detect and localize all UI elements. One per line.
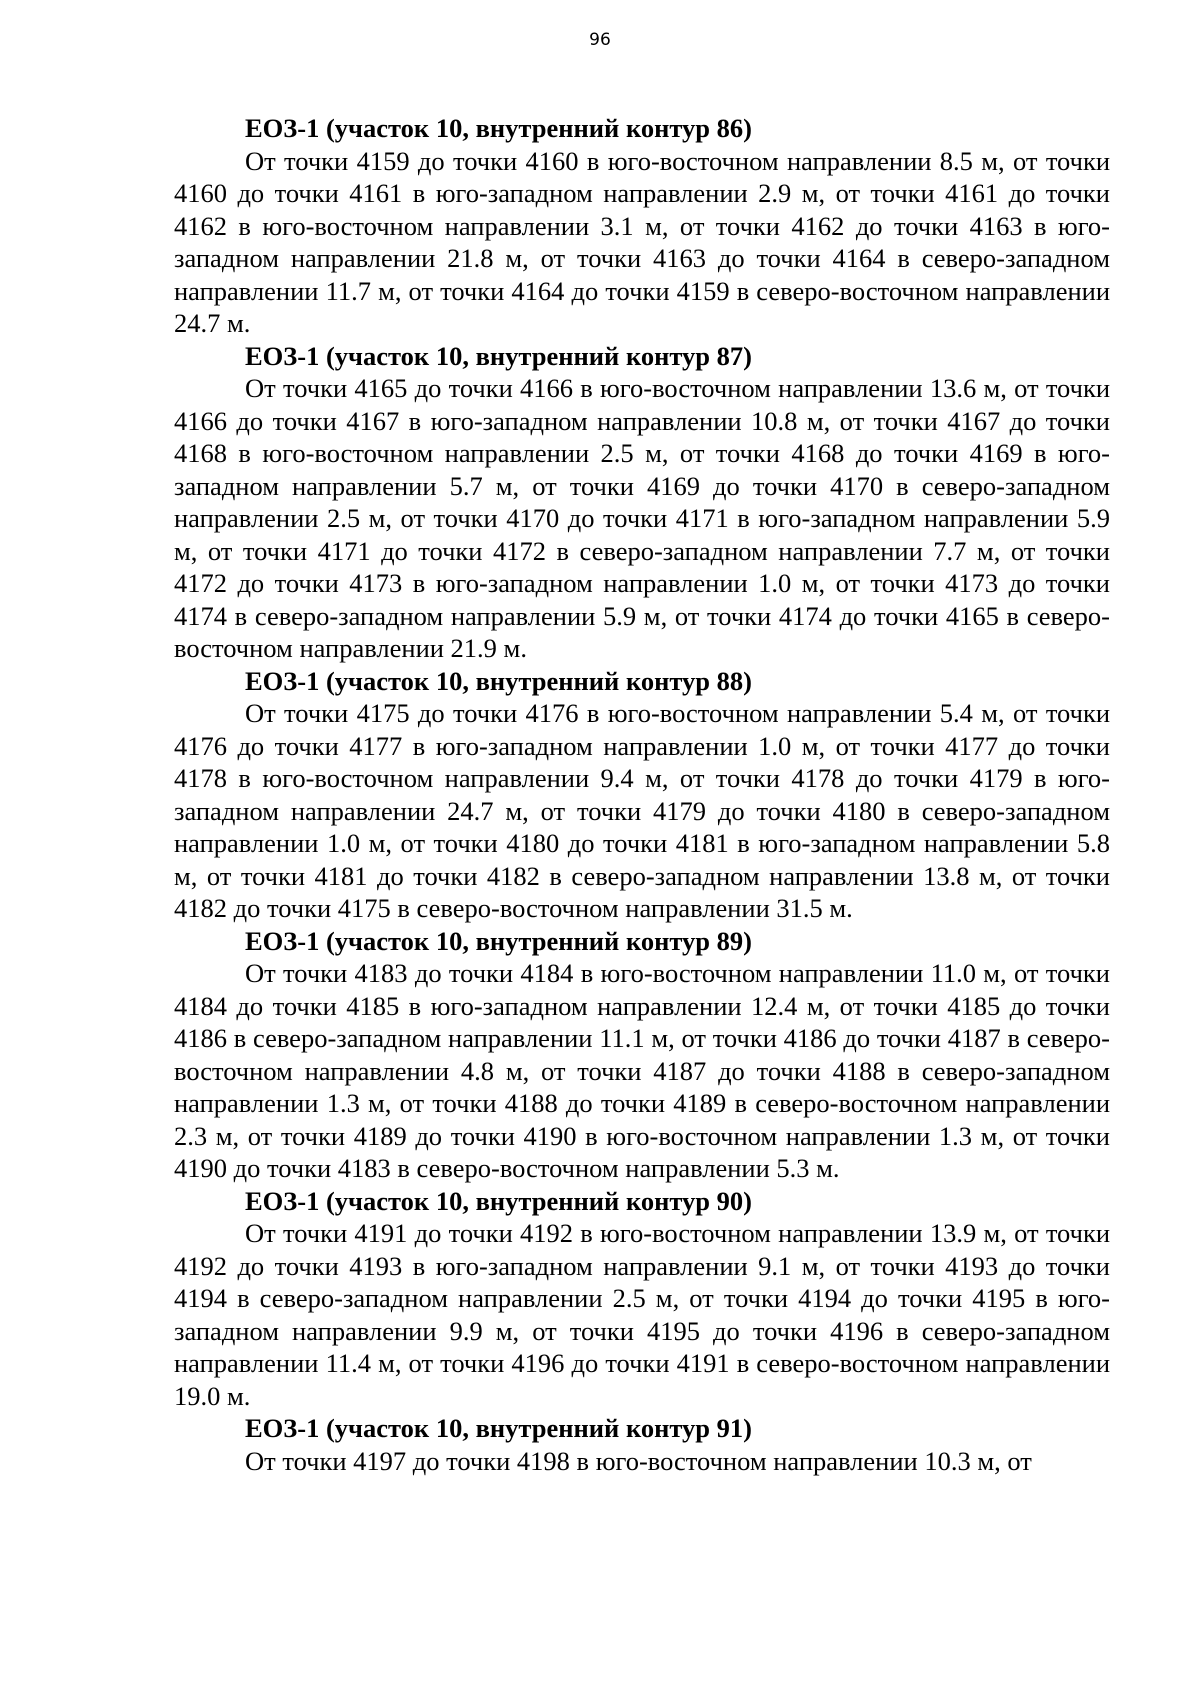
section-title: ЕОЗ-1 (участок 10, внутренний контур 91) <box>245 1413 752 1443</box>
section-contour-86 <box>174 112 1110 340</box>
section-contour-89 <box>174 925 1110 1185</box>
section-title: ЕОЗ-1 (участок 10, внутренний контур 90) <box>245 1185 752 1216</box>
section-text: От точки 4191 до точки 4192 в юго-восточном направлении 13.9 м, от точки 4192 до точки 4193 в юго-западном направлении 9.1 м, от точки 4193 до точки 4194 в северо-западном направлении 2.5 м, от точки 4194 до точки 4195 в юго-западном направлении 9.9 м, от точки 4195 до точки 4196 в северо-западном направлении 11.4 м, от точки 4196 до точки 4191 в северо-восточном направлении 19.0 м. <box>174 1218 1110 1411</box>
section-title: ЕОЗ-1 (участок 10, внутренний контур 87) <box>245 340 752 371</box>
section-text: От точки 4183 до точки 4184 в юго-восточном направлении 11.0 м, от точки 4184 до точки 4185 в юго-западном направлении 12.4 м, от точки 4185 до точки 4186 в северо-западном направлении 11.1 м, от точки 4186 до точки 4187 в северо-восточном направлении 4.8 м, от точки 4187 до точки 4188 в северо-западном направлении 1.3 м, от точки 4188 до точки 4189 в северо-восточном направлении 2.3 м, от точки 4189 до точки 4190 в юго-восточном направлении 1.3 м, от точки 4190 до точки 4183 в северо-восточном направлении 5.3 м. <box>174 958 1110 1183</box>
document-body <box>174 112 1110 1477</box>
section-text: От точки 4197 до точки 4198 в юго-восточном направлении 10.3 м, от <box>245 1445 1032 1476</box>
section-contour-91 <box>174 1412 1110 1477</box>
page-number: 96 <box>589 30 611 50</box>
section-contour-87 <box>174 340 1110 665</box>
section-contour-90 <box>174 1185 1110 1413</box>
section-title: ЕОЗ-1 (участок 10, внутренний контур 89) <box>245 925 752 956</box>
section-text: От точки 4175 до точки 4176 в юго-восточном направлении 5.4 м, от точки 4176 до точки 4177 в юго-западном направлении 1.0 м, от точки 4177 до точки 4178 в юго-восточном направлении 9.4 м, от точки 4178 до точки 4179 в юго-западном направлении 24.7 м, от точки 4179 до точки 4180 в северо-западном направлении 1.0 м, от точки 4180 до точки 4181 в юго-западном направлении 5.8 м, от точки 4181 до точки 4182 в северо-западном направлении 13.8 м, от точки 4182 до точки 4175 в северо-восточном направлении 31.5 м. <box>174 698 1110 923</box>
section-text: От точки 4159 до точки 4160 в юго-восточном направлении 8.5 м, от точки 4160 до точки 4161 в юго-западном направлении 2.9 м, от точки 4161 до точки 4162 в юго-восточном направлении 3.1 м, от точки 4162 до точки 4163 в юго-западном направлении 21.8 м, от точки 4163 до точки 4164 в северо-западном направлении 11.7 м, от точки 4164 до точки 4159 в северо-восточном направлении 24.7 м. <box>174 145 1110 338</box>
section-text: От точки 4165 до точки 4166 в юго-восточном направлении 13.6 м, от точки 4166 до точки 4167 в юго-западном направлении 10.8 м, от точки 4167 до точки 4168 в юго-восточном направлении 2.5 м, от точки 4168 до точки 4169 в юго-западном направлении 5.7 м, от точки 4169 до точки 4170 в северо-западном направлении 2.5 м, от точки 4170 до точки 4171 в юго-западном направлении 5.9 м, от точки 4171 до точки 4172 в северо-западном направлении 7.7 м, от точки 4172 до точки 4173 в юго-западном направлении 1.0 м, от точки 4173 до точки 4174 в северо-западном направлении 5.9 м, от точки 4174 до точки 4165 в северо-восточном направлении 21.9 м. <box>174 373 1110 663</box>
section-title: ЕОЗ-1 (участок 10, внутренний контур 86) <box>245 113 752 143</box>
section-title: ЕОЗ-1 (участок 10, внутренний контур 88) <box>245 665 752 696</box>
section-contour-88 <box>174 665 1110 925</box>
